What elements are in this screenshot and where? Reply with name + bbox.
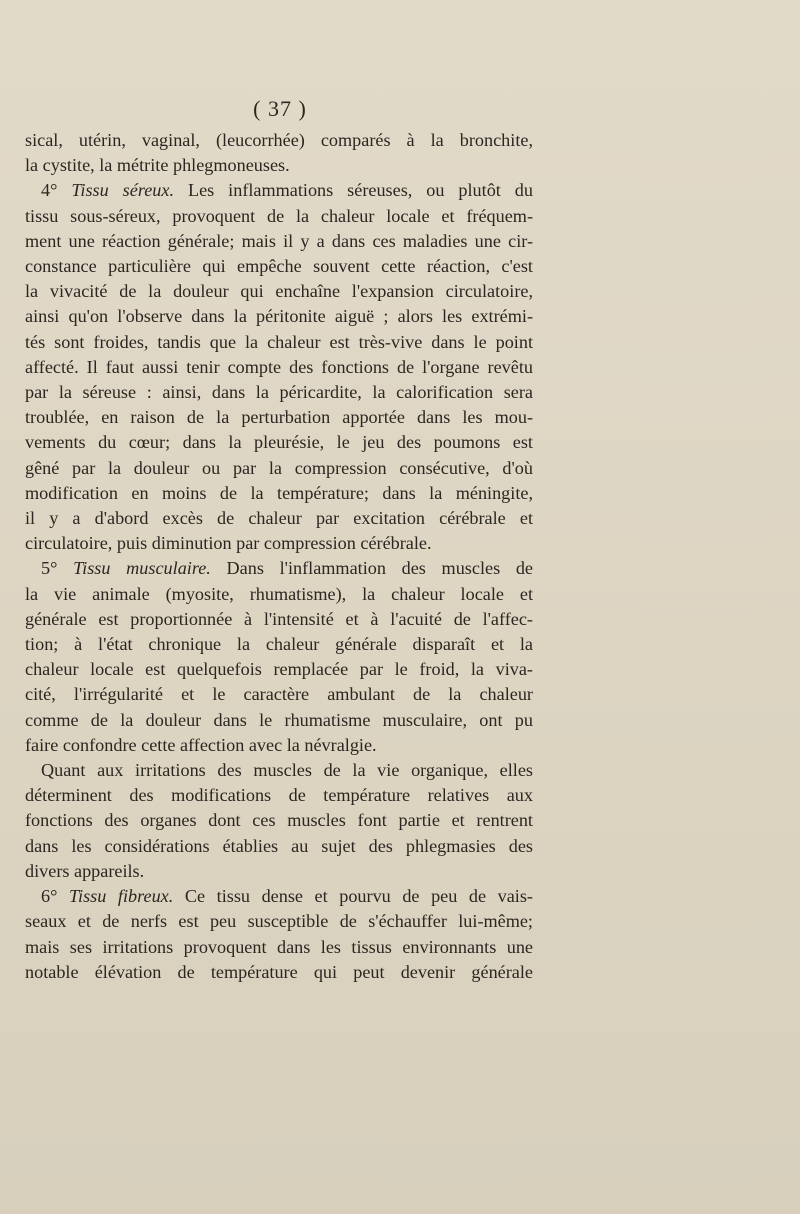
body-text (25, 128, 533, 985)
text-line (25, 405, 533, 430)
text-line (25, 481, 533, 506)
line-text: vements du cœur; dans la pleurésie, le jeu des poumons est (25, 432, 533, 453)
text-line (25, 304, 533, 329)
text-line (25, 884, 533, 909)
line-text: fonctions des organes dont ces muscles font partie et rentrent (25, 810, 533, 831)
line-text: générale est proportionnée à l'intensité et à l'acuité de l'affec- (25, 608, 533, 629)
line-text: constance particulière qui empêche souvent cette réaction, c'est (25, 256, 533, 277)
text-line (25, 430, 533, 455)
text-line (25, 733, 533, 758)
text-line (25, 834, 533, 859)
text-line (25, 380, 533, 405)
page-number: ( 37 ) (253, 96, 307, 121)
line-text: divers appareils. (25, 860, 145, 881)
line-text: comme de la douleur dans le rhumatisme musculaire, ont pu (25, 709, 533, 730)
text-line (25, 178, 533, 203)
section-number: 6° (41, 886, 69, 907)
line-text: dans les considérations établies au sujet des phlegmasies des (25, 835, 533, 856)
section-title: Tissu fibreux. (68, 886, 174, 907)
line-text: ment une réaction générale; mais il y a dans ces maladies une cir- (25, 230, 533, 251)
line-text: la vie animale (myosite, rhumatisme), la chaleur locale et (25, 583, 533, 604)
line-text: chaleur locale est quelquefois remplacée par le froid, la viva- (25, 659, 533, 680)
line-text: seaux et de nerfs est peu susceptible de s'échauffer lui-même; (25, 911, 533, 932)
line-text: tissu sous-séreux, provoquent de la chaleur locale et fréquem- (25, 205, 533, 226)
line-text: déterminent des modifications de température relatives aux (25, 785, 533, 806)
text-line (25, 682, 533, 707)
line-text: Dans l'inflammation des muscles de (210, 558, 533, 579)
line-text: modification en moins de la température; dans la méningite, (25, 482, 533, 503)
text-line (25, 859, 533, 884)
text-line (25, 607, 533, 632)
text-line (25, 935, 533, 960)
text-line (25, 808, 533, 833)
line-text: affecté. Il faut aussi tenir compte des fonctions de l'organe revêtu (25, 356, 533, 377)
text-line (25, 556, 533, 581)
text-line (25, 330, 533, 355)
text-line (25, 128, 533, 153)
line-text: troublée, en raison de la perturbation apportée dans les mou- (25, 407, 533, 428)
line-text: la cystite, la métrite phlegmoneuses. (25, 155, 290, 176)
text-line (25, 758, 533, 783)
line-text: la vivacité de la douleur qui enchaîne l'expansion circulatoire, (25, 281, 533, 302)
text-line (25, 632, 533, 657)
text-line (25, 153, 533, 178)
line-text: ainsi qu'on l'observe dans la péritonite aiguë ; alors les extrémi- (25, 306, 533, 327)
text-line (25, 254, 533, 279)
line-text: gêné par la douleur ou par la compression consécutive, d'où (25, 457, 533, 478)
line-text: circulatoire, puis diminution par compression cérébrale. (25, 533, 432, 554)
line-text: Quant aux irritations des muscles de la vie organique, elles (41, 760, 533, 781)
text-line (25, 229, 533, 254)
section-number: 4° (41, 180, 72, 201)
line-text: Ce tissu dense et pourvu de peu de vais- (173, 886, 533, 907)
line-text: faire confondre cette affection avec la névralgie. (25, 734, 377, 755)
text-line (25, 531, 533, 556)
line-text: notable élévation de température qui peut devenir générale (25, 961, 533, 982)
text-line (25, 657, 533, 682)
text-line (25, 708, 533, 733)
text-line (25, 279, 533, 304)
section-title: Tissu séreux. (71, 180, 175, 201)
line-text: sical, utérin, vaginal, (leucorrhée) comparés à la bronchite, (25, 130, 533, 150)
text-line (25, 506, 533, 531)
line-text: tés sont froides, tandis que la chaleur est très-vive dans le point (25, 331, 533, 352)
line-text: par la séreuse : ainsi, dans la péricardite, la calorification sera (25, 382, 533, 403)
text-line (25, 355, 533, 380)
text-line (25, 909, 533, 934)
line-text: il y a d'abord excès de chaleur par excitation cérébrale et (25, 508, 533, 529)
text-line (25, 204, 533, 229)
line-text: mais ses irritations provoquent dans les tissus environnants une (25, 936, 533, 957)
text-line (25, 456, 533, 481)
line-text: cité, l'irrégularité et le caractère ambulant de la chaleur (25, 684, 533, 705)
section-title: Tissu musculaire. (73, 558, 211, 579)
text-line (25, 582, 533, 607)
section-number: 5° (41, 558, 74, 579)
line-text: tion; à l'état chronique la chaleur générale disparaît et la (25, 634, 533, 655)
text-line (25, 783, 533, 808)
line-text: Les inflammations séreuses, ou plutôt du (174, 180, 533, 201)
text-line (25, 960, 533, 985)
